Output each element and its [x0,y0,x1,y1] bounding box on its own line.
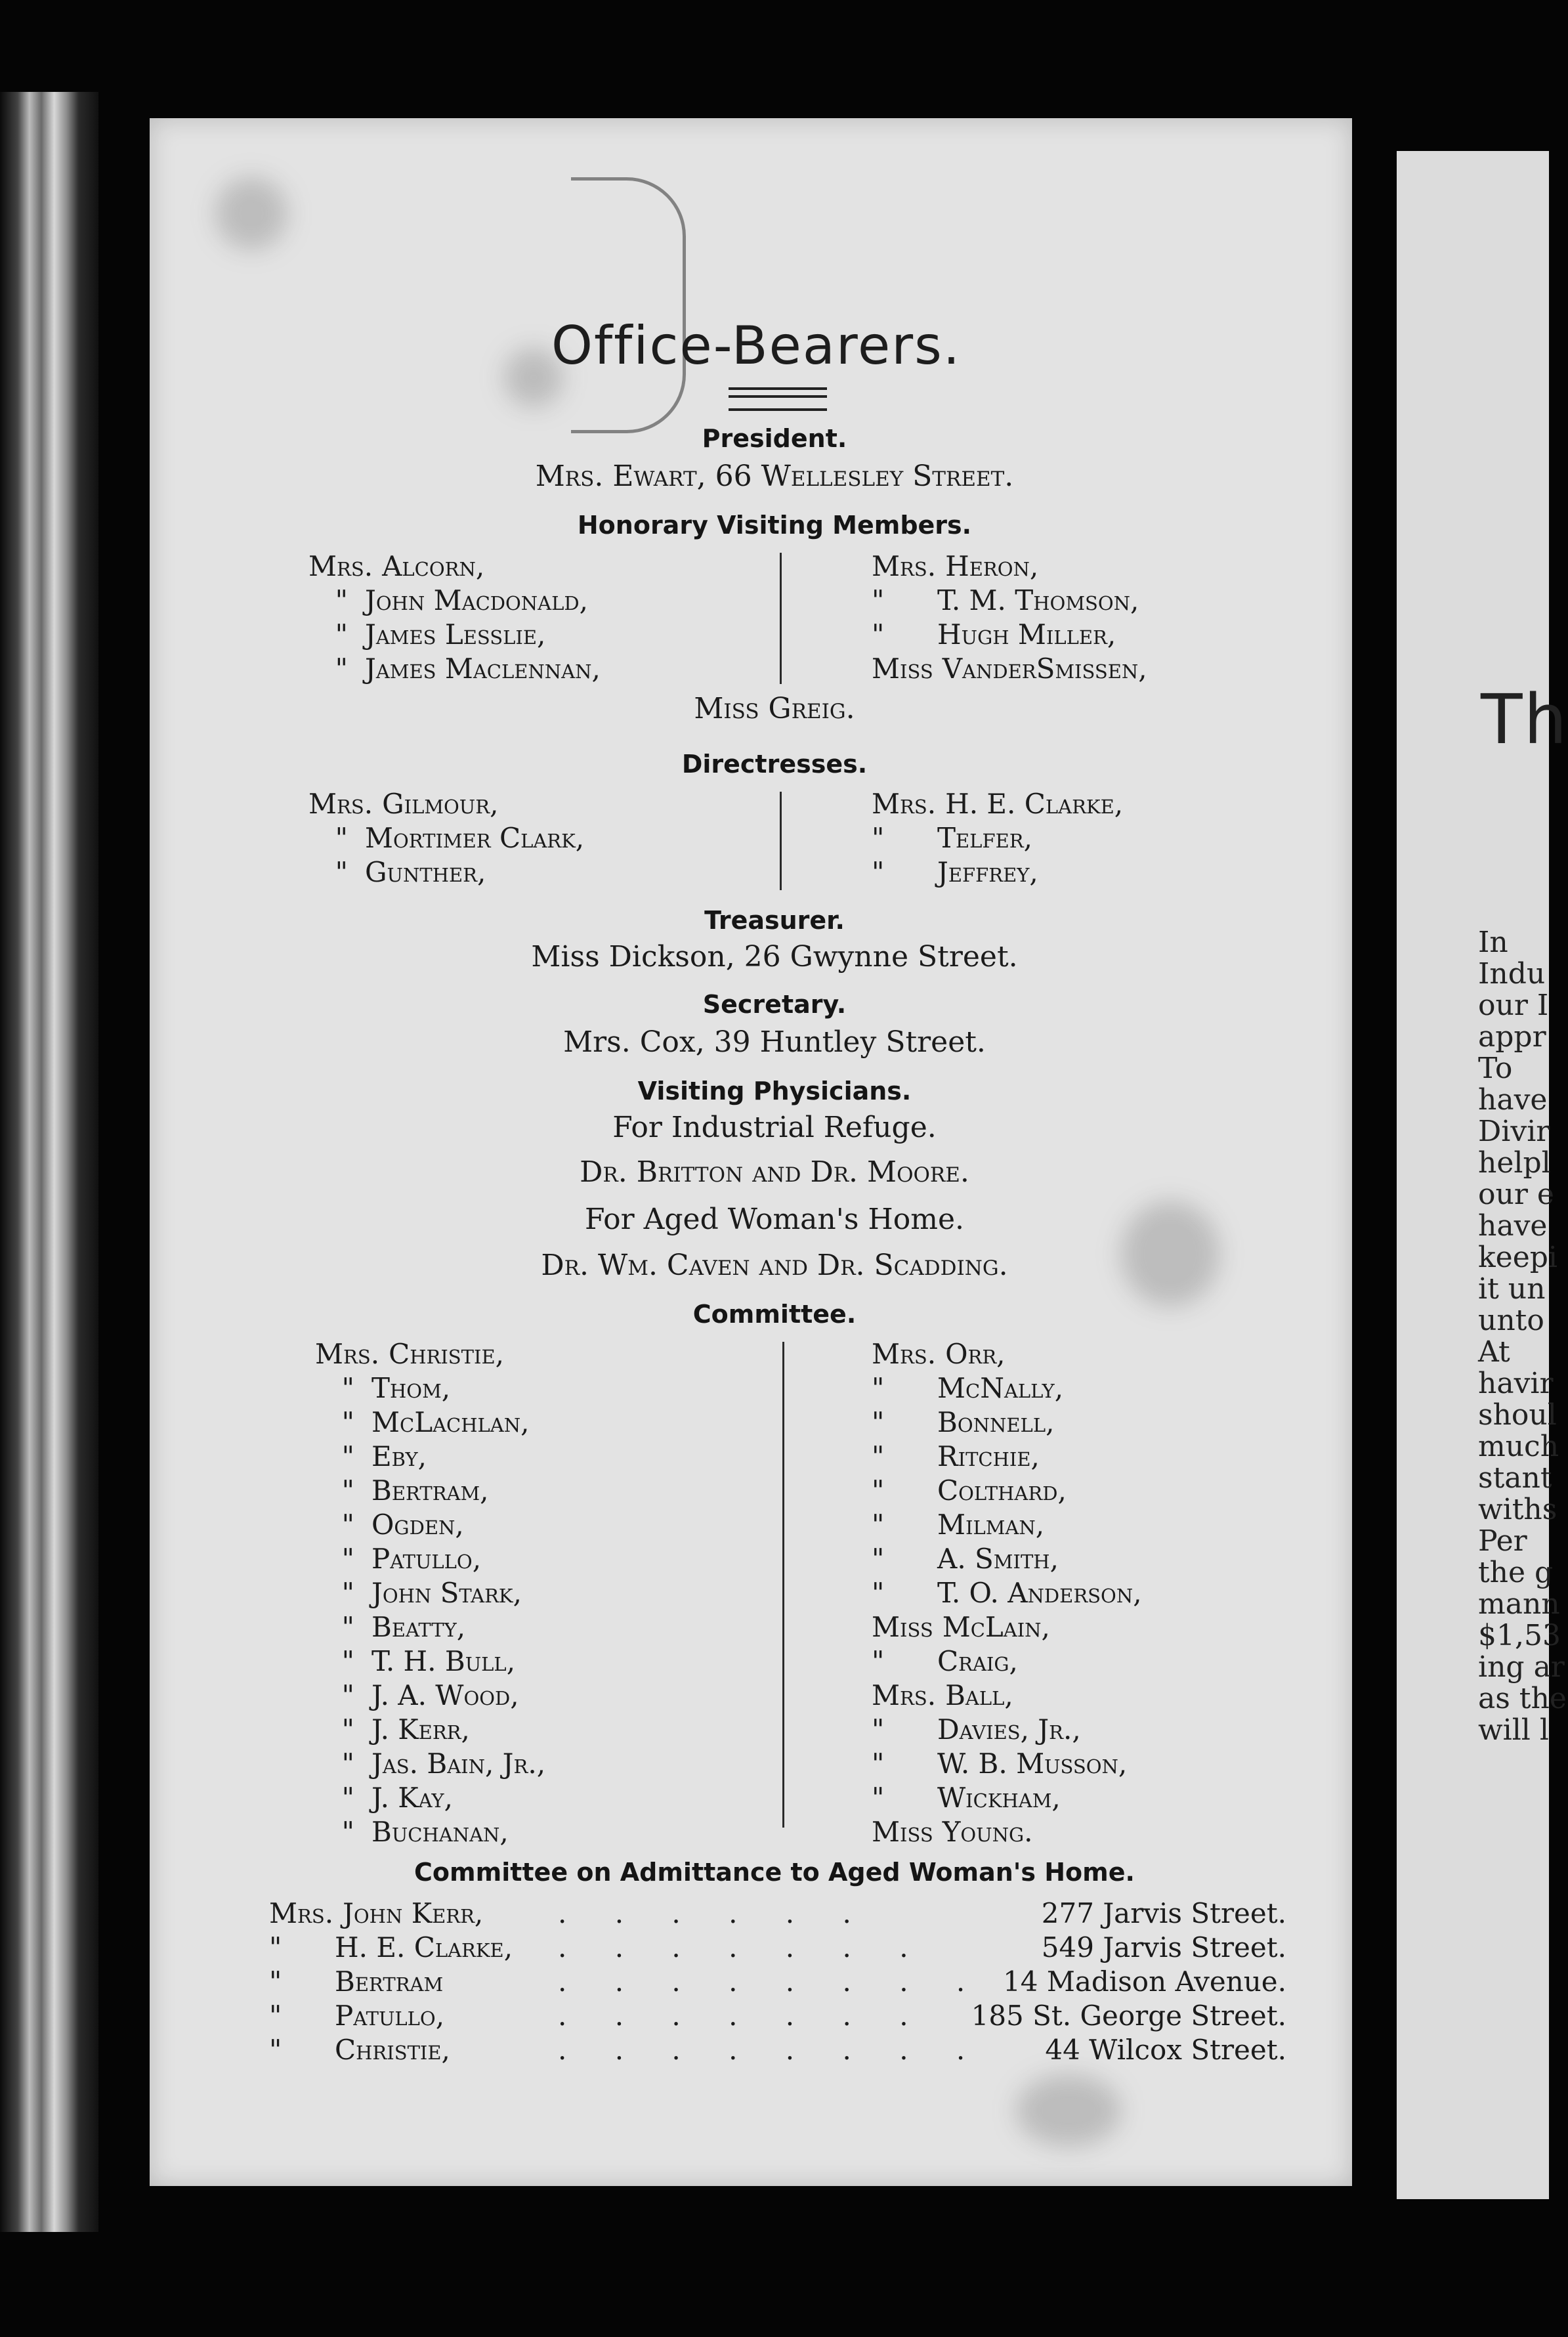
table-row: " Patullo, . . . . . . . 185 St. George Street. [269,2000,1286,2032]
list-item: " Buchanan, [341,1816,509,1848]
list-item: " Hugh Miller, [872,618,1116,651]
list-item: " J. Kerr, [341,1713,470,1746]
list-item: " Telfer, [872,822,1032,854]
column-divider [780,553,782,684]
list-item: " Ogden, [341,1509,464,1541]
secretary-line: Mrs. Cox, 39 Huntley Street. [563,1025,986,1059]
treasurer-line: Miss Dickson, 26 Gwynne Street. [531,940,1018,974]
home-label: For Aged Woman's Home. [584,1203,965,1236]
list-item: " James Lesslie, [335,618,546,651]
facing-page-heading: Th [1481,679,1568,760]
facing-page-line: our I [1478,989,1549,1022]
column-divider [782,1342,784,1828]
facing-page-line: havir [1478,1367,1554,1400]
list-item: " Ritchie, [872,1440,1040,1472]
honorary-heading: Honorary Visiting Members. [577,511,972,540]
facing-page-line: much [1478,1430,1559,1463]
facing-page-line: Indu [1478,957,1546,991]
list-item: Mrs. Gilmour, [308,788,499,820]
treasurer-heading: Treasurer. [704,906,845,935]
table-row: " Christie, . . . . . . . . 44 Wilcox Street. [269,2034,1286,2066]
list-item: Miss VanderSmissen, [872,653,1147,685]
list-item: " Eby, [341,1440,427,1472]
list-item: " John Stark, [341,1577,522,1609]
list-item: " Milman, [872,1509,1045,1541]
facing-page-line: In [1478,926,1508,959]
list-item: " W. B. Musson, [872,1747,1128,1780]
secretary-heading: Secretary. [702,990,847,1019]
facing-page-line: $1,53 [1478,1619,1561,1652]
list-item: Miss Young. [872,1816,1033,1848]
facing-page-line: appr [1478,1020,1546,1054]
honorary-extra: Miss Greig. [694,692,855,725]
list-item: " Wickham, [872,1782,1061,1814]
list-item: Mrs. Heron, [872,550,1039,582]
committee-left-column [315,1338,545,1850]
list-item: Mrs. Christie, [315,1338,504,1370]
facing-page-line: have [1478,1083,1548,1117]
handwritten-page-number-mark [571,177,686,433]
list-item: Mrs. Orr, [872,1338,1006,1370]
list-item: " McLachlan, [341,1406,530,1438]
admittance-heading: Committee on Admittance to Aged Woman's Home. [414,1858,1135,1887]
list-item: " T. H. Bull, [341,1645,516,1677]
refuge-label: For Industrial Refuge. [612,1111,937,1144]
list-item: " Craig, [872,1645,1018,1677]
facing-page-line: Divir [1478,1115,1550,1148]
list-item: " Davies, Jr., [872,1713,1081,1746]
facing-page-line: keepi [1478,1241,1557,1274]
page-title: Office-Bearers. [551,315,962,376]
facing-page-line: the g [1478,1556,1554,1589]
title-ornament-rule [729,387,827,411]
list-item: " T. O. Anderson, [872,1577,1142,1609]
list-item: " James Maclennan, [335,653,601,685]
facing-page-line: mann [1478,1587,1560,1621]
list-item: " McNally, [872,1372,1064,1404]
facing-page-line: At [1478,1335,1510,1369]
list-item: " Colthard, [872,1474,1067,1507]
list-item: " Jeffrey, [872,856,1038,888]
facing-page-line: To [1478,1052,1513,1085]
facing-page-line: as the [1478,1682,1567,1715]
table-row: " Bertram . . . . . . . . 14 Madison Avenue. [269,1965,1286,1998]
list-item: " Mortimer Clark, [335,822,585,854]
facing-page-line: helpl [1478,1146,1551,1180]
physicians-heading: Visiting Physicians. [637,1077,912,1105]
honorary-left-column [308,550,601,687]
list-item: " Bertram, [341,1474,489,1507]
facing-page-line: withs [1478,1493,1557,1526]
list-item: " J. A. Wood, [341,1679,519,1711]
list-item: " Bonnell, [872,1406,1055,1438]
facing-page-line: will l [1478,1713,1549,1747]
facing-page-line: have [1478,1209,1548,1243]
honorary-right-column [872,550,1147,687]
table-row: " H. E. Clarke, . . . . . . . 549 Jarvis Street. [269,1931,1286,1963]
list-item: Mrs. Ball, [872,1679,1013,1711]
list-item: Mrs. Alcorn, [308,550,485,582]
facing-page-line: our e [1478,1178,1554,1211]
column-divider [780,792,782,890]
list-item: " Beatty, [341,1611,466,1643]
facing-page-line: shoul [1478,1398,1557,1432]
directresses-left-column [308,788,584,890]
admittance-table [269,1897,1286,2068]
list-item: " J. Kay, [341,1782,453,1814]
refuge-physicians: Dr. Britton and Dr. Moore. [580,1155,969,1189]
home-physicians: Dr. Wm. Caven and Dr. Scadding. [541,1249,1008,1282]
president-line: Mrs. Ewart, 66 Wellesley Street. [535,460,1014,493]
facing-page-line: ing ar [1478,1650,1565,1684]
president-heading: President. [702,424,847,453]
list-item: " A. Smith, [872,1543,1059,1575]
facing-page-line: it un [1478,1272,1546,1306]
list-item: " Jas. Bain, Jr., [341,1747,546,1780]
directresses-heading: Directresses. [681,750,868,779]
list-item: " Thom, [341,1372,451,1404]
committee-right-column [872,1338,1142,1850]
list-item: " Patullo, [341,1543,482,1575]
list-item: Miss McLain, [872,1611,1050,1643]
facing-page [1397,151,1568,2199]
list-item: " Gunther, [335,856,486,888]
list-item: " T. M. Thomson, [872,584,1139,616]
facing-page-line: unto [1478,1304,1544,1337]
facing-page-line: stant [1478,1461,1552,1495]
committee-heading: Committee. [692,1300,857,1329]
table-row: Mrs. John Kerr, . . . . . . 277 Jarvis Street. [269,1897,1286,1929]
list-item: Mrs. H. E. Clarke, [872,788,1124,820]
directresses-right-column [872,788,1123,890]
facing-page-line: Per [1478,1524,1527,1558]
list-item: " John Macdonald, [335,584,588,616]
